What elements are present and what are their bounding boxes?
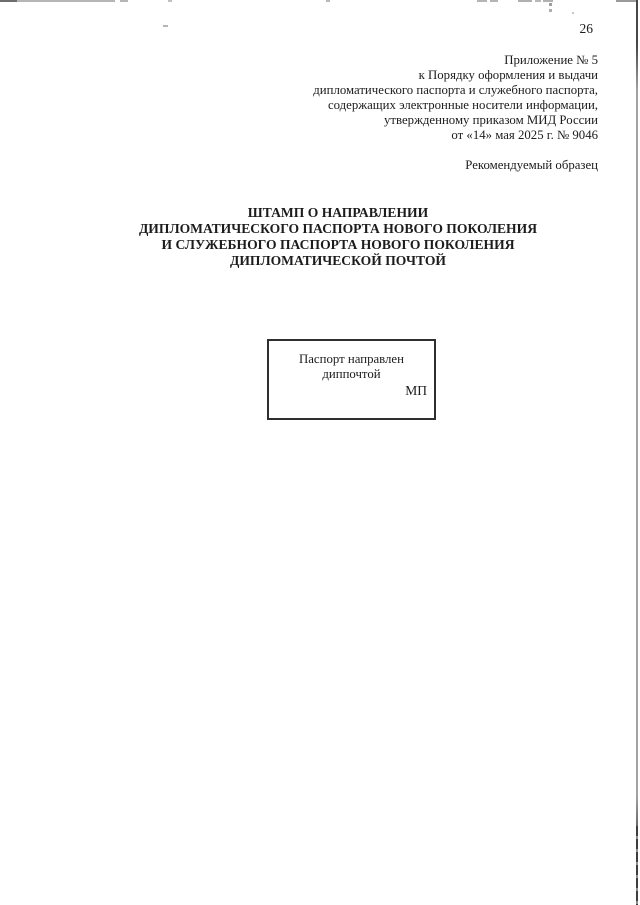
stamp-text-line: диппочтой [322,367,381,381]
seal-placeholder: МП [405,383,427,398]
scan-artifact-top-dash [477,0,487,2]
document-title-line: ДИПЛОМАТИЧЕСКОЙ ПОЧТОЙ [229,253,447,268]
appendix-header-line: к Порядку оформления и выдачи [418,68,598,82]
scan-artifact-speck [163,25,168,27]
scan-artifact-top-dash [17,0,115,2]
stamp-text-line: Паспорт направлен [299,352,404,366]
scan-artifact-top-dash [168,0,172,2]
stamp-sample-box [267,339,436,420]
recommended-sample-note: Рекомендуемый образец [465,158,598,172]
scan-artifact-top-dash [543,0,553,2]
scan-artifact-top-dash [490,0,498,2]
appendix-header-line: от «14» мая 2025 г. № 9046 [451,128,598,142]
page-number: 26 [579,21,593,36]
scan-artifact-top-dash [616,0,638,2]
stamp-text [269,352,434,382]
scan-artifact-top-dash [518,0,532,2]
document-title-line: ШТАМП О НАПРАВЛЕНИИ [247,205,429,220]
scan-artifact-top-dash [326,0,330,2]
document-title-line: И СЛУЖЕБНОГО ПАСПОРТА НОВОГО ПОКОЛЕНИЯ [161,237,515,252]
document-title-line: ДИПЛОМАТИЧЕСКОГО ПАСПОРТА НОВОГО ПОКОЛЕНИЯ [138,221,538,236]
appendix-header-line: утвержденному приказом МИД России [384,113,598,127]
appendix-header-line: дипломатического паспорта и служебного паспорта, [313,83,598,97]
scan-artifact-right-edge-line [636,0,638,905]
scan-artifact-top-dash [535,0,541,2]
scan-artifact-speck [549,3,552,6]
appendix-header-line: Приложение № 5 [504,53,598,67]
document-title [36,205,640,269]
scan-artifact-right-edge-dashes [636,826,638,905]
scan-artifact-top-dash [0,0,17,2]
scan-artifact-speck [549,9,552,12]
scan-artifact-top-dash [120,0,128,2]
scan-artifact-speck [572,12,574,14]
appendix-header [313,53,598,143]
appendix-header-line: содержащих электронные носители информации, [327,98,598,112]
